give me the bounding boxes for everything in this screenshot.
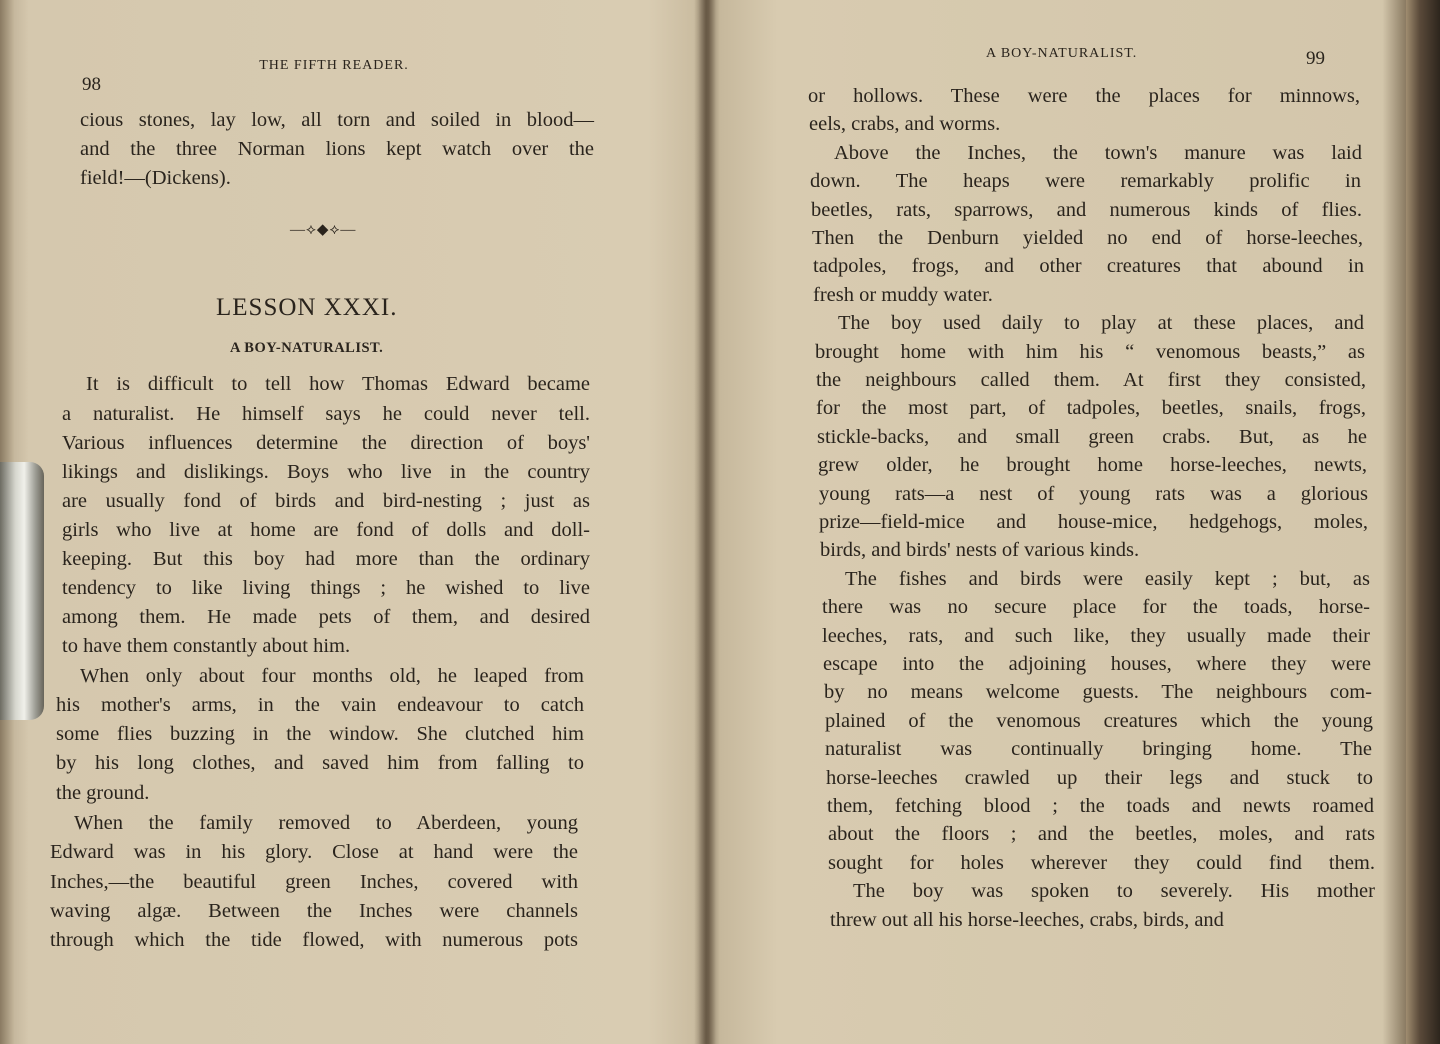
text-line: eels, crabs, and worms.: [809, 113, 1001, 136]
text-line: girls who live at home are fond of dolls and doll-: [62, 519, 590, 541]
text-line: some flies buzzing in the window. She clutched him: [56, 723, 584, 745]
text-line: down. The heaps were remarkably prolific in: [810, 170, 1361, 193]
text-line: The boy was spoken to severely. His mother: [853, 880, 1375, 903]
text-line: stickle-backs, and small green crabs. But, as he: [817, 425, 1367, 448]
text-line: for the most part, of tadpoles, beetles, snails, frogs,: [816, 397, 1366, 420]
text-line: tendency to like living things ; he wished to live: [62, 577, 590, 599]
text-line: Then the Denburn yielded no end of horse-leeches,: [812, 227, 1363, 249]
text-line: young rats—a nest of young rats was a glorious: [819, 482, 1368, 505]
running-head: THE FIFTH READER.: [259, 58, 409, 73]
text-line: Inches,—the beautiful green Inches, covered with: [50, 871, 578, 893]
text-line: cious stones, lay low, all torn and soiled in blood—: [80, 109, 594, 131]
text-line: by no means welcome guests. The neighbours com-: [824, 681, 1372, 704]
lesson-subtitle: A BOY-NATURALIST.: [230, 340, 384, 356]
text-line: Various influences determine the direction of boys': [62, 432, 590, 454]
text-line: brought home with him his “ venomous beasts,” as: [815, 340, 1365, 363]
text-line: The fishes and birds were easily kept ; but, as: [845, 567, 1370, 590]
text-line: Above the Inches, the town's manure was laid: [834, 141, 1362, 164]
text-line: keeping. But this boy had more than the ordinary: [62, 548, 590, 570]
text-line: beetles, rats, sparrows, and numerous kinds of flies.: [811, 198, 1362, 221]
text-line: It is difficult to tell how Thomas Edward became: [86, 373, 590, 395]
book-cover-right-edge: [1406, 0, 1440, 1044]
page-clip: [0, 462, 44, 720]
text-line: among them. He made pets of them, and desired: [62, 606, 590, 628]
running-head: A BOY-NATURALIST.: [986, 46, 1138, 61]
text-line: field!—(Dickens).: [80, 167, 231, 189]
text-line: threw out all his horse-leeches, crabs, birds, and: [830, 908, 1224, 931]
text-line: his mother's arms, in the vain endeavour to catch: [56, 694, 584, 716]
text-line: prize—field-mice and house-mice, hedgehogs, moles,: [819, 511, 1368, 533]
text-line: by his long clothes, and saved him from falling to: [56, 752, 584, 774]
lesson-title: LESSON XXXI.: [216, 294, 398, 321]
text-line: the neighbours called them. At first they consisted,: [816, 369, 1366, 391]
page-number: 98: [82, 74, 101, 95]
text-line: to have them constantly about him.: [62, 635, 351, 657]
text-line: through which the tide flowed, with numerous pots: [50, 929, 578, 951]
text-line: escape into the adjoining houses, where they were: [823, 653, 1371, 675]
text-line: birds, and birds' nests of various kinds.: [820, 539, 1140, 562]
text-line: horse-leeches crawled up their legs and stuck to: [826, 766, 1373, 789]
text-line: fresh or muddy water.: [813, 283, 993, 306]
text-line: tadpoles, frogs, and other creatures that abound in: [813, 255, 1364, 278]
text-line: or hollows. These were the places for minnows,: [808, 85, 1360, 107]
page-number: 99: [1306, 48, 1325, 69]
text-line: the ground.: [56, 782, 150, 804]
text-line: leeches, rats, and such like, they usually made their: [822, 624, 1370, 647]
text-line: likings and dislikings. Boys who live in the country: [62, 461, 590, 483]
text-line: there was no secure place for the toads, horse-: [822, 596, 1370, 619]
text-line: about the floors ; and the beetles, moles, and rats: [828, 823, 1375, 846]
book-gutter: [694, 0, 716, 1044]
text-line: Edward was in his glory. Close at hand were the: [50, 841, 578, 863]
text-line: them, fetching blood ; the toads and newts roamed: [827, 795, 1374, 817]
text-line: a naturalist. He himself says he could never tell.: [62, 403, 590, 425]
text-line: When only about four months old, he leaped from: [80, 665, 584, 687]
text-line: are usually fond of birds and bird-nesting ; just as: [62, 490, 590, 512]
text-line: and the three Norman lions kept watch over the: [80, 138, 594, 160]
text-line: When the family removed to Aberdeen, young: [74, 812, 578, 834]
ornament-divider: —⟡◆⟡—: [290, 222, 357, 238]
text-line: waving algæ. Between the Inches were channels: [50, 900, 578, 922]
text-line: plained of the venomous creatures which the young: [825, 709, 1373, 732]
text-line: grew older, he brought home horse-leeches, newts,: [818, 454, 1367, 477]
text-line: sought for holes wherever they could find them.: [828, 851, 1375, 874]
text-line: naturalist was continually bringing home. The: [825, 738, 1372, 761]
text-line: The boy used daily to play at these places, and: [838, 312, 1364, 335]
